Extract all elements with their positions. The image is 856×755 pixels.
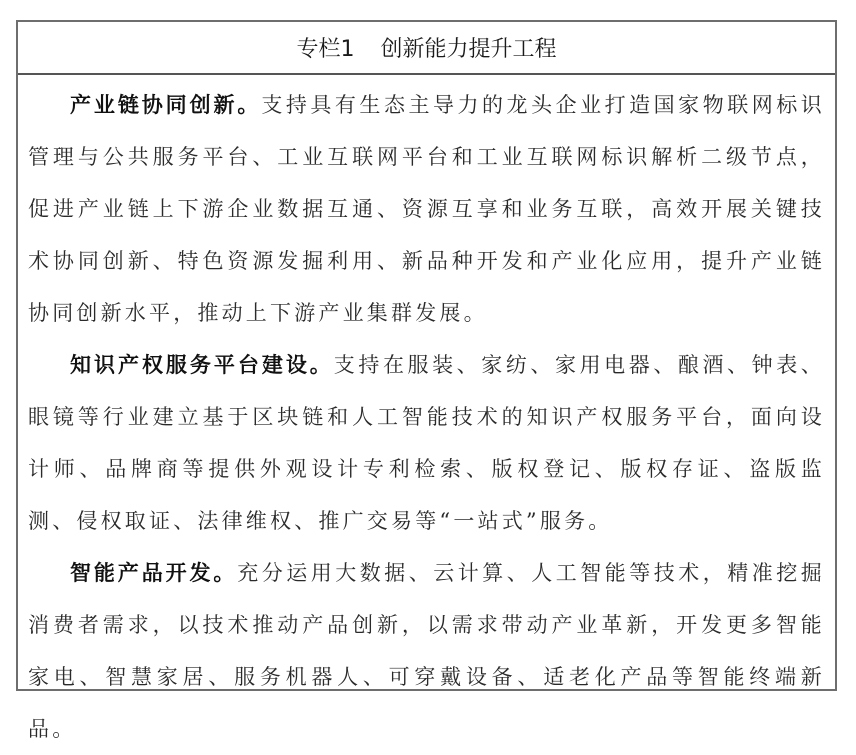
paragraph-lead: 智能产品开发。 [70, 561, 238, 585]
paragraph-text: 支持具有生态主导力的龙头企业打造国家物联网标识管理与公共服务平台、工业互联网平台和工业互联网标识解析二级节点，促进产业链上下游企业数据互通、资源互享和业务互联，高效开展关键技术协同创新、特色资源发掘利用、新品种开发和产业化应用，提升产业链协同创新水平，推动上下游产业集群发展。 [28, 93, 825, 325]
paragraph-ip-platform [28, 339, 825, 547]
paragraph-text: 支持在服装、家纺、家用电器、酿酒、钟表、眼镜等行业建立基于区块链和人工智能技术的知识产权服务平台，面向设计师、品牌商等提供外观设计专利检索、版权登记、版权存证、盗版监测、侵权取证、法律维权、推广交易等“一站式”服务。 [28, 353, 825, 533]
box-title-text: 创新能力提升工程 [380, 37, 557, 62]
paragraph-smart-products [28, 547, 825, 755]
box-body [18, 75, 835, 755]
paragraph-industry-chain [28, 79, 825, 339]
feature-box [16, 20, 837, 741]
paragraph-lead: 知识产权服务平台建设。 [70, 353, 334, 377]
box-title-label: 专栏1 [296, 37, 355, 62]
box-title [18, 22, 835, 75]
paragraph-text: 充分运用大数据、云计算、人工智能等技术，精准挖掘消费者需求，以技术推动产品创新，以需求带动产业革新，开发更多智能家电、智慧家居、服务机器人、可穿戴设备、适老化产品等智能终端新品。 [28, 561, 825, 741]
paragraph-lead: 产业链协同创新。 [70, 93, 262, 117]
